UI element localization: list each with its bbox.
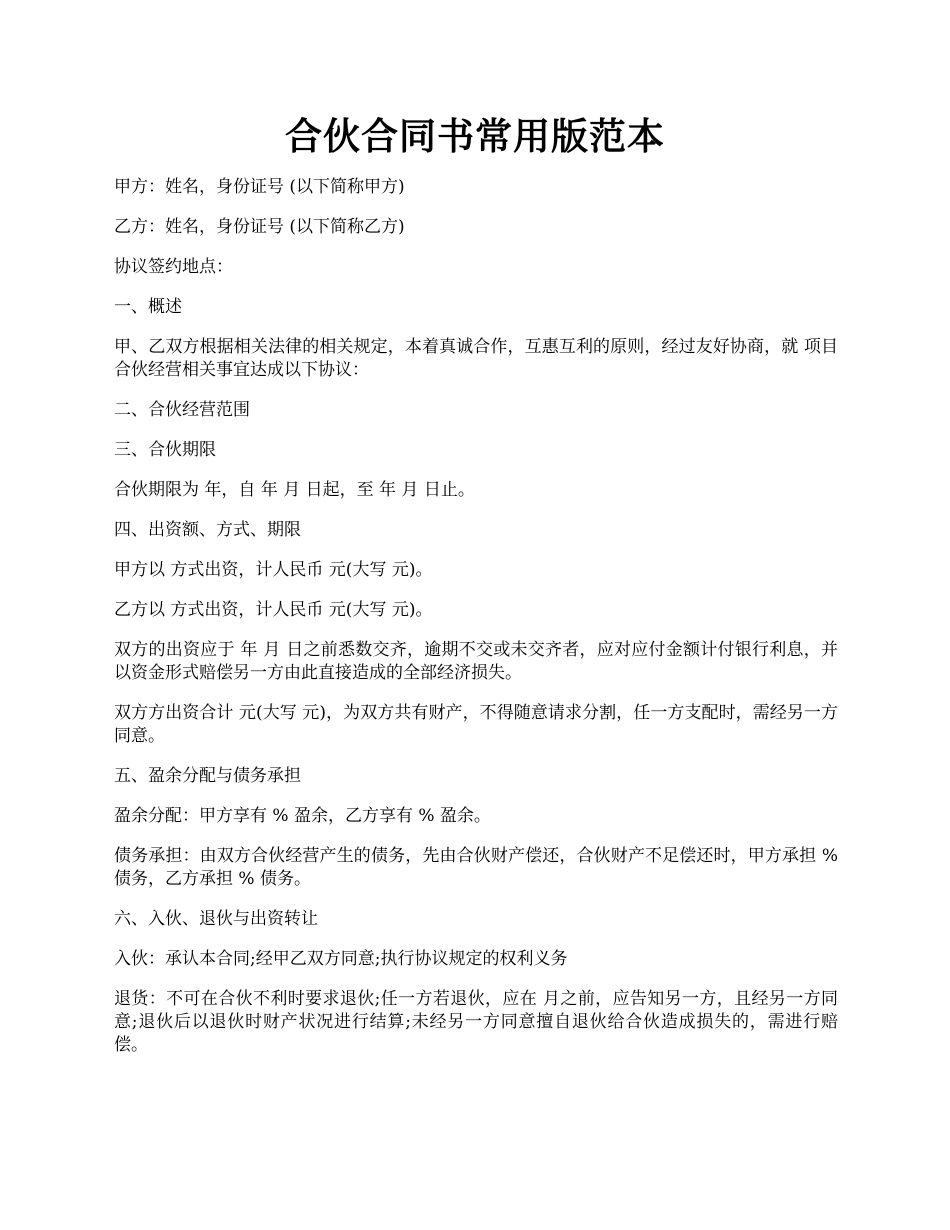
overview-paragraph: 甲、乙双方根据相关法律的相关规定，本着真诚合作，互惠互利的原则，经过友好协商，就 项目合伙经营相关事宜达成以下协议： <box>114 337 838 380</box>
section-heading-admission-withdrawal: 六、入伙、退伙与出资转让 <box>114 909 318 929</box>
section-heading-profit-debt: 五、盈余分配与债务承担 <box>114 766 301 786</box>
section-heading-term: 三、合伙期限 <box>114 440 216 460</box>
section-heading-capital: 四、出资额、方式、期限 <box>114 520 301 540</box>
document-body <box>114 176 838 1057</box>
party-b-capital-paragraph: 乙方以 方式出资，计人民币 元(大写 元)。 <box>114 600 433 620</box>
party-b-line: 乙方：姓名，身份证号 (以下简称乙方) <box>114 217 405 237</box>
capital-deadline-paragraph: 双方的出资应于 年 月 日之前悉数交齐，逾期不交或未交齐者，应对应付金额计付银行利息，并以资金形式赔偿另一方由此直接造成的全部经济损失。 <box>114 640 838 683</box>
withdrawal-paragraph: 退货：不可在合伙不利时要求退伙;任一方若退伙，应在 月之前，应告知另一方，且经另一方同意;退伙后以退伙时财产状况进行结算;未经另一方同意擅自退伙给合伙造成损失的，需进行赔偿。 <box>114 989 838 1055</box>
section-heading-overview: 一、概述 <box>114 297 182 317</box>
document-title: 合伙合同书常用版范本 <box>285 114 665 158</box>
signing-location-line: 协议签约地点： <box>114 257 233 277</box>
party-a-capital-paragraph: 甲方以 方式出资，计人民币 元(大写 元)。 <box>114 560 433 580</box>
term-paragraph: 合伙期限为 年，自 年 月 日起，至 年 月 日止。 <box>114 480 475 500</box>
debt-bearing-paragraph: 债务承担：由双方合伙经营产生的债务，先由合伙财产偿还，合伙财产不足偿还时，甲方承担 % 债务，乙方承担 % 债务。 <box>114 846 838 889</box>
section-heading-scope: 二、合伙经营范围 <box>114 400 250 420</box>
admission-paragraph: 入伙：承认本合同;经甲乙双方同意;执行协议规定的权利义务 <box>114 949 568 969</box>
profit-distribution-paragraph: 盈余分配：甲方享有 % 盈余，乙方享有 % 盈余。 <box>114 806 491 826</box>
capital-total-paragraph: 双方方出资合计 元(大写 元)，为双方共有财产，不得随意请求分割，任一方支配时，需经另一方同意。 <box>114 703 838 746</box>
party-a-line: 甲方：姓名，身份证号 (以下简称甲方) <box>114 177 405 197</box>
